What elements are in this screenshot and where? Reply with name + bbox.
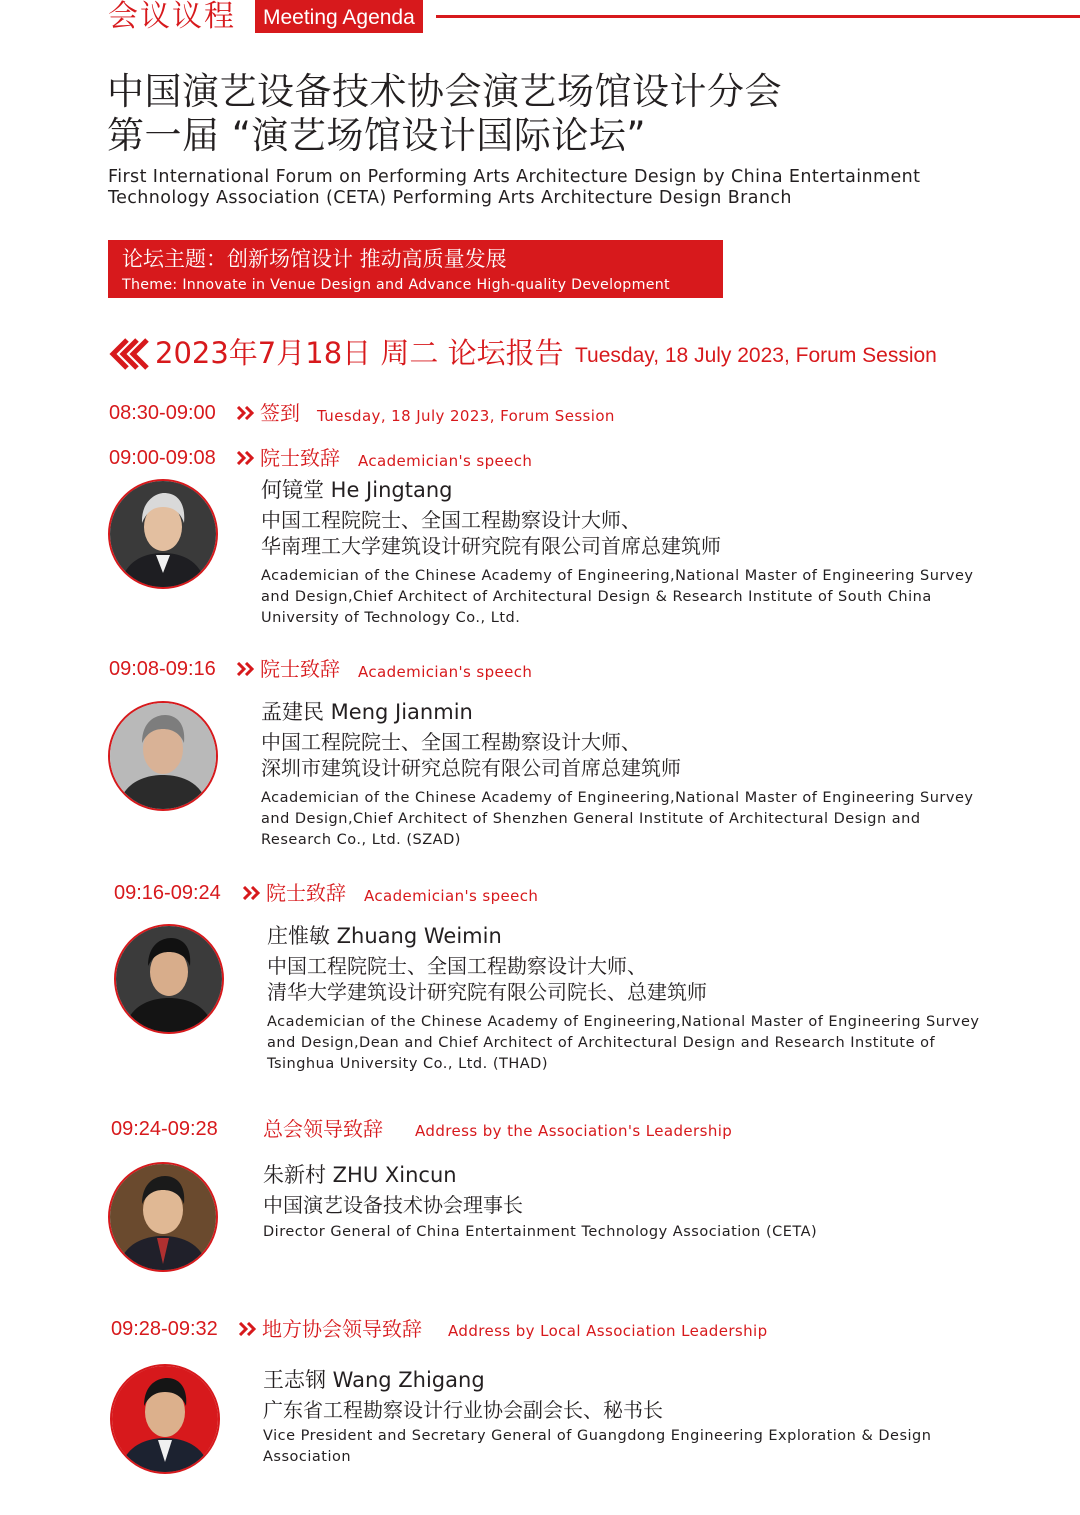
speaker-portrait-icon — [112, 1366, 218, 1472]
agenda-time: 09:16-09:24 — [114, 882, 221, 904]
speaker-avatar — [108, 1162, 218, 1272]
theme-cn: 论坛主题：创新场馆设计 推动高质量发展 — [122, 247, 507, 271]
speaker-role-cn: 中国工程院院士、全国工程勘察设计大师、 — [261, 508, 641, 532]
speaker-role-en: Director General of China Entertainment Technology Association (CETA) — [263, 1224, 818, 1240]
speaker-role-cn: 中国工程院院士、全国工程勘察设计大师、 — [261, 730, 641, 754]
forum-title-line1: 中国演艺设备技术协会演艺场馆设计分会 — [107, 70, 782, 113]
speaker-role-cn: 深圳市建筑设计研究总院有限公司首席总建筑师 — [261, 756, 681, 780]
double-chevron-right-icon — [242, 886, 262, 900]
speaker-role-en: Academician of the Chinese Academy of Engineering,National Master of Engineering Survey and Design,Chief Architect of Shenzhen General Institute of Architectural Design and Research Co., Ltd. (SZAD) — [261, 790, 974, 848]
speaker-role-en: Vice President and Secretary General of Guangdong Engineering Exploration & Design Association — [263, 1428, 932, 1465]
section-title: 会议议程 — [108, 0, 236, 34]
speaker-avatar — [114, 924, 224, 1034]
double-chevron-right-icon — [236, 451, 256, 465]
forum-subtitle-en: First International Forum on Performing Arts Architecture Design by China Entertainment Technology Association (CETA) Performing Arts Architecture Design Branch — [108, 167, 921, 208]
agenda-label-en: Academician's speech — [358, 663, 533, 681]
agenda-label-en: Academician's speech — [364, 887, 539, 905]
speaker-role-cn: 清华大学建筑设计研究院有限公司院长、总建筑师 — [267, 980, 707, 1004]
agenda-label-cn: 总会领导致辞 — [263, 1117, 383, 1141]
agenda-label-cn: 地方协会领导致辞 — [262, 1317, 422, 1341]
speaker-name: 庄惟敏 Zhuang Weimin — [267, 924, 502, 948]
double-chevron-right-icon — [236, 662, 256, 676]
agenda-time: 09:00-09:08 — [109, 447, 216, 469]
double-chevron-right-icon — [238, 1322, 258, 1336]
speaker-name: 王志钢 Wang Zhigang — [263, 1368, 485, 1392]
agenda-label-en: Address by the Association's Leadership — [415, 1122, 733, 1140]
speaker-role-cn: 中国演艺设备技术协会理事长 — [263, 1193, 523, 1217]
speaker-avatar — [108, 701, 218, 811]
date-heading-en: Tuesday, 18 July 2023, Forum Session — [575, 344, 937, 367]
agenda-label-cn: 院士致辞 — [266, 881, 346, 905]
agenda-label-cn: 院士致辞 — [260, 657, 340, 681]
double-chevron-right-icon — [236, 406, 256, 420]
forum-title-line2: 第一届 “演艺场馆设计国际论坛” — [107, 114, 647, 157]
speaker-avatar — [108, 479, 218, 589]
theme-en: Theme: Innovate in Venue Design and Advance High-quality Development — [122, 277, 670, 293]
speaker-name: 朱新村 ZHU Xincun — [263, 1163, 457, 1187]
agenda-time: 09:24-09:28 — [111, 1118, 218, 1140]
speaker-portrait-icon — [116, 926, 222, 1032]
speaker-role-cn: 华南理工大学建筑设计研究院有限公司首席总建筑师 — [261, 534, 721, 558]
speaker-portrait-icon — [110, 703, 216, 809]
speaker-role-cn: 广东省工程勘察设计行业协会副会长、秘书长 — [263, 1398, 663, 1422]
agenda-label-en: Academician's speech — [358, 452, 533, 470]
agenda-label-en: Tuesday, 18 July 2023, Forum Session — [317, 407, 615, 425]
agenda-label-en: Address by Local Association Leadership — [448, 1322, 768, 1340]
agenda-time: 09:08-09:16 — [109, 658, 216, 680]
speaker-portrait-icon — [110, 481, 216, 587]
speaker-name: 孟建民 Meng Jianmin — [261, 700, 473, 724]
agenda-time: 09:28-09:32 — [111, 1318, 218, 1340]
agenda-label-cn: 签到 — [260, 401, 300, 425]
speaker-name: 何镜堂 He Jingtang — [261, 478, 453, 502]
speaker-role-en: Academician of the Chinese Academy of Engineering,National Master of Engineering Survey and Design,Dean and Chief Architect of Architectural Design and Research Institute of Tsinghua University Co., Ltd. (THAD) — [267, 1014, 980, 1072]
speaker-role-cn: 中国工程院院士、全国工程勘察设计大师、 — [267, 954, 647, 978]
theme-banner — [108, 240, 723, 298]
date-heading-cn: 2023年7月18日 周二 论坛报告 — [155, 336, 564, 370]
agenda-time: 08:30-09:00 — [109, 402, 216, 424]
header-rule — [436, 15, 1080, 18]
double-chevron-left-icon — [107, 337, 149, 371]
speaker-portrait-icon — [110, 1164, 216, 1270]
section-badge: Meeting Agenda — [255, 0, 423, 33]
speaker-avatar — [110, 1364, 220, 1474]
speaker-role-en: Academician of the Chinese Academy of Engineering,National Master of Engineering Survey and Design,Chief Architect of Architectural Design & Research Institute of South China University of Technology Co., Ltd. — [261, 568, 974, 626]
agenda-label-cn: 院士致辞 — [260, 446, 340, 470]
